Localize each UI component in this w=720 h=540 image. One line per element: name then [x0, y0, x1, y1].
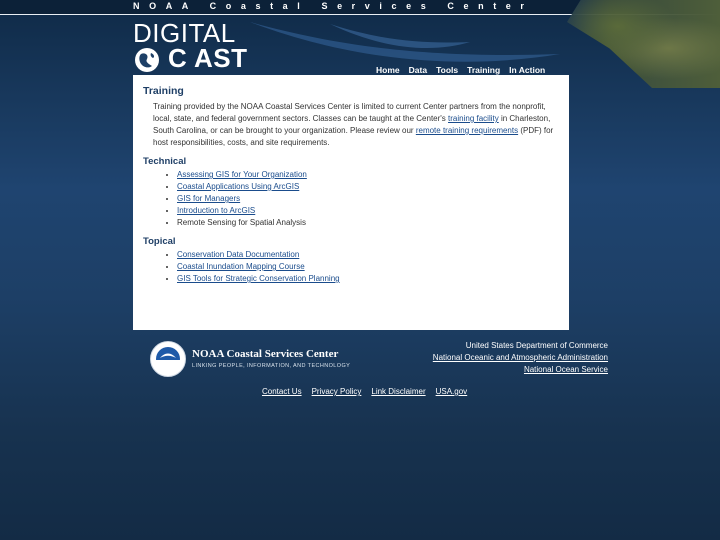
list-item [177, 249, 559, 261]
nav-in-action[interactable]: In Action [509, 65, 546, 75]
intro-paragraph [153, 101, 559, 149]
content-panel [133, 75, 569, 330]
list-item [177, 205, 559, 217]
privacy-policy-link[interactable]: Privacy Policy [311, 387, 362, 396]
agency-commerce: United States Department of Commerce [465, 341, 608, 350]
course-link[interactable]: Coastal Applications Using ArcGIS [177, 182, 300, 191]
noaa-seal-icon [150, 341, 186, 377]
header-swoosh [0, 14, 720, 84]
intro-text-2: in Charleston, South Carolina, or can be brought to your organization. Please review our [153, 114, 551, 135]
course-link[interactable]: GIS for Managers [177, 194, 241, 203]
course-link[interactable]: GIS Tools for Strategic Conservation Planning [177, 274, 340, 283]
usa-gov-link[interactable]: USA.gov [435, 387, 468, 396]
list-item [177, 261, 559, 273]
center-tagline: LINKING PEOPLE, INFORMATION, AND TECHNOLOGY [192, 363, 351, 369]
training-facility-link[interactable]: training facility [448, 114, 499, 123]
agency-list [433, 340, 608, 376]
course-label: Remote Sensing for Spatial Analysis [177, 218, 306, 227]
topical-course-list [143, 249, 559, 285]
list-item [177, 169, 559, 181]
link-disclaimer-link[interactable]: Link Disclaimer [371, 387, 426, 396]
technical-course-list [143, 169, 559, 229]
list-item [177, 193, 559, 205]
intro-text-1: Training provided by the NOAA Coastal Services Center is limited to current Center partners from the nonprofit, local, state, and federal government sectors. Classes can be taught at the Center's [153, 102, 546, 123]
nav-data[interactable]: Data [408, 65, 428, 75]
course-link[interactable]: Conservation Data Documentation [177, 250, 300, 259]
course-link[interactable]: Assessing GIS for Your Organization [177, 170, 307, 179]
main-nav [376, 65, 545, 75]
remote-training-link[interactable]: remote training requirements [415, 126, 519, 135]
org-name: NOAA Coastal Services Center [133, 1, 534, 11]
contact-us-link[interactable]: Contact Us [262, 387, 302, 396]
center-name: NOAA Coastal Services Center [192, 348, 339, 360]
list-item [177, 273, 559, 285]
list-item [177, 217, 559, 229]
footer-links [262, 387, 467, 396]
globe-icon [133, 46, 161, 74]
csc-footer-logo[interactable] [150, 341, 350, 377]
course-link[interactable]: Introduction to ArcGIS [177, 206, 256, 215]
section-heading-technical: Technical [143, 156, 187, 167]
agency-noaa-link[interactable]: National Oceanic and Atmospheric Administration [432, 353, 608, 362]
nav-tools[interactable]: Tools [436, 65, 459, 75]
nav-home[interactable]: Home [376, 65, 400, 75]
logo-line-2: C AST [168, 43, 248, 73]
agency-nos-link[interactable]: National Ocean Service [523, 365, 608, 374]
section-heading-topical: Topical [143, 236, 176, 247]
intro-text-3: (PDF) for host responsibilities, costs, and site requirements. [153, 126, 554, 147]
course-link[interactable]: Coastal Inundation Mapping Course [177, 262, 305, 271]
list-item [177, 181, 559, 193]
bird-icon [159, 350, 177, 360]
page-title: Training [143, 85, 184, 97]
logo-line-1: DIGITAL [133, 18, 236, 48]
nav-training[interactable]: Training [467, 65, 501, 75]
